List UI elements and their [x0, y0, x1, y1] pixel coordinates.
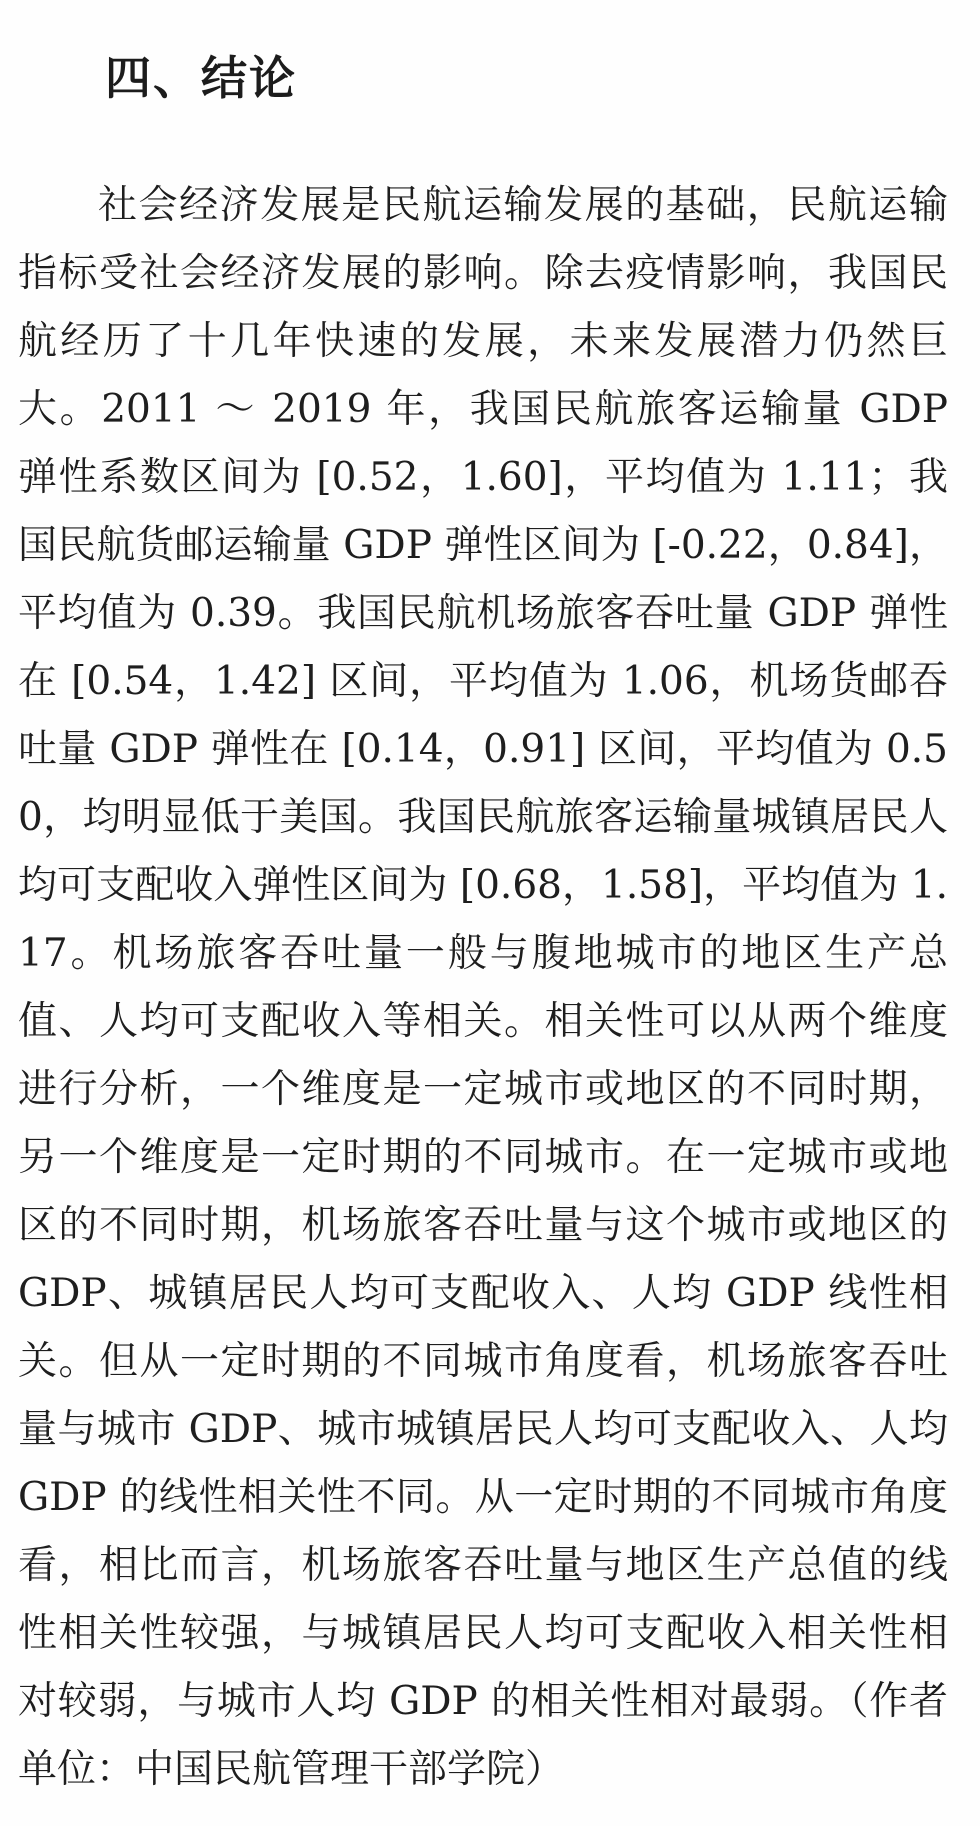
- section-heading: 四、结论: [105, 51, 297, 105]
- conclusion-paragraph: 社会经济发展是民航运输发展的基础，民航运输指标受社会经济发展的影响。除去疫情影响，我国民航经历了十几年快速的发展，未来发展潜力仍然巨大。2011 ～ 2019 年，我国民航旅客运输量 GDP 弹性系数区间为 [0.52，1.60]，平均值为 1.11；我国民航货邮运输量 GDP 弹性区间为 [-0.22，0.84]，平均值为 0.39。我国民航机场旅客吞吐量 GDP 弹性在 [0.54，1.42] 区间，平均值为 1.06，机场货邮吞吐量 GDP 弹性在 [0.14，0.91] 区间，平均值为 0.50，均明显低于美国。我国民航旅客运输量城镇居民人均可支配收入弹性区间为 [0.68，1.58]，平均值为 1.17。机场旅客吞吐量一般与腹地城市的地区生产总值、人均可支配收入等相关。相关性可以从两个维度进行分析，一个维度是一定城市或地区的不同时期，另一个维度是一定时期的不同城市。在一定城市或地区的不同时期，机场旅客吞吐量与这个城市或地区的 GDP、城镇居民人均可支配收入、人均 GDP 线性相关。但从一定时期的不同城市角度看，机场旅客吞吐量与城市 GDP、城市城镇居民人均可支配收入、人均 GDP 的线性相关性不同。从一定时期的不同城市角度看，相比而言，机场旅客吞吐量与地区生产总值的线性相关性较强，与城镇居民人均可支配收入相关性相对较弱，与城市人均 GDP 的相关性相对最弱。（作者单位：中国民航管理干部学院）: [18, 183, 948, 1792]
